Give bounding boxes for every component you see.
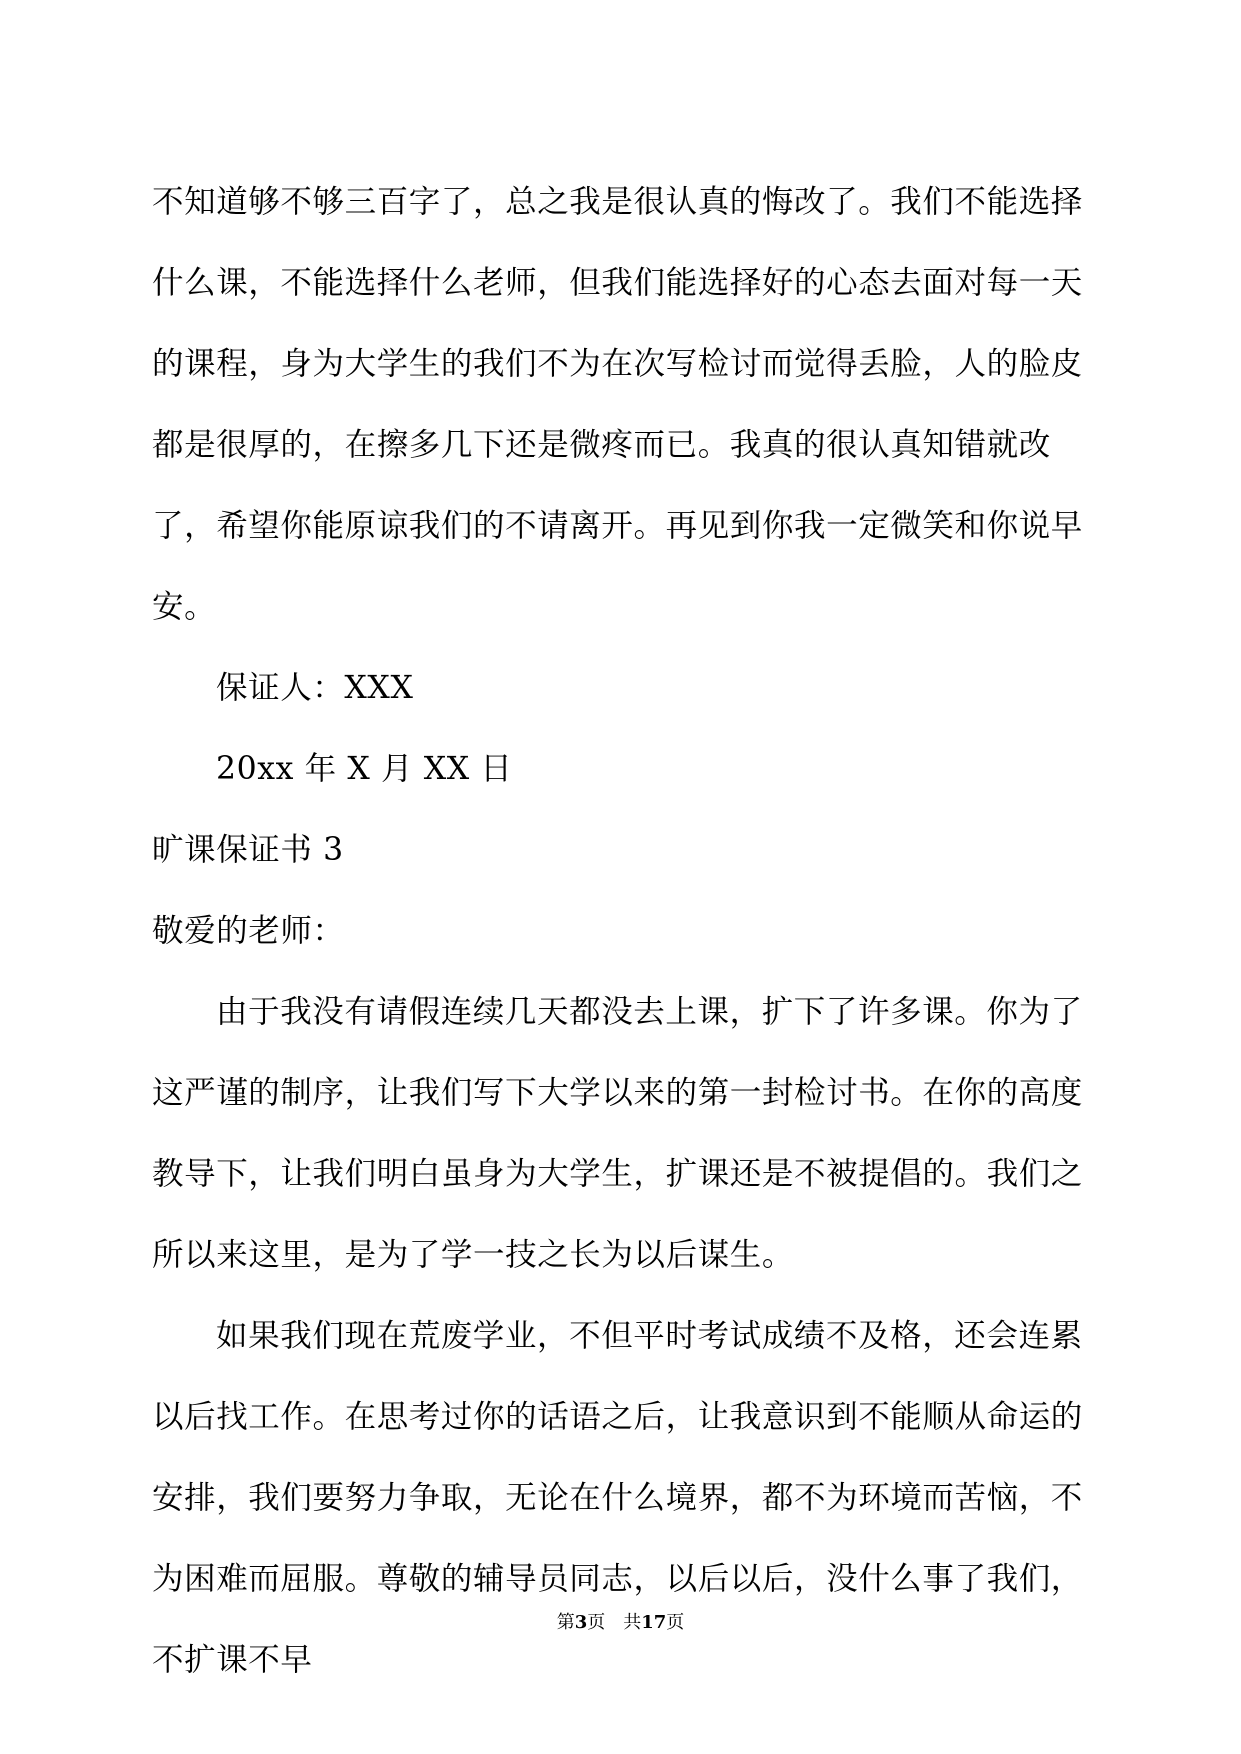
date-line: 20xx 年 X 月 XX 日 (216, 751, 513, 787)
salutation: 敬爱的老师： (152, 913, 345, 949)
guarantor-line: 保证人：XXX (216, 670, 414, 706)
page-footer (0, 1608, 1241, 1634)
page-suffix: 页 (587, 1612, 606, 1633)
paragraph-continuation: 不知道够不够三百字了，总之我是很认真的悔改了。我们不能选择什么课，不能选择什么老师，但我们能选择好的心态去面对每一天的课程，身为大学生的我们不为在次写检讨而觉得丢脸，人的脸皮都是很厚的，在擦多几下还是微疼而已。我真的很认真知错就改了，希望你能原谅我们的不请离开。再见到你我一定微笑和你说早安。 (152, 184, 1083, 625)
paragraph-body-1: 由于我没有请假连续几天都没去上课，扩下了许多课。你为了这严谨的制序，让我们写下大学以来的第一封检讨书。在你的高度教导下，让我们明白虽身为大学生，扩课还是不被提倡的。我们之所以来这里，是为了学一技之长为以后谋生。 (152, 994, 1083, 1273)
page-total: 17 (641, 1612, 667, 1633)
total-suffix: 页 (666, 1612, 685, 1633)
paragraph-body-2: 如果我们现在荒废学业，不但平时考试成绩不及格，还会连累以后找工作。在思考过你的话语之后，让我意识到不能顺从命运的安排，我们要努力争取，无论在什么境界，都不为环境而苦恼，不为困难而屈服。尊敬的辅导员同志，以后以后，没什么事了我们，不扩课不早 (152, 1318, 1083, 1678)
total-prefix: 共 (623, 1612, 642, 1633)
document-body (152, 162, 1092, 1701)
page-prefix: 第 (556, 1612, 575, 1633)
page-current: 3 (574, 1612, 588, 1633)
section-title: 旷课保证书 3 (152, 832, 344, 868)
